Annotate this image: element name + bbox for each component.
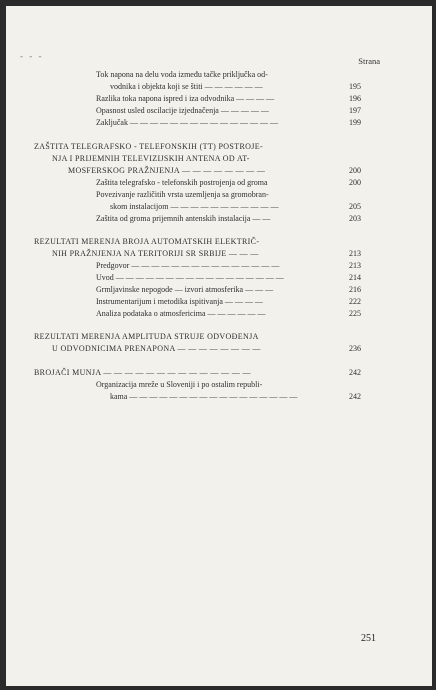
- toc-page: 195: [349, 82, 361, 91]
- toc-page: 200: [349, 178, 361, 187]
- toc-entry: Zaštita telegrafsko - telefonskih postrojenja od groma: [96, 178, 268, 187]
- page-number: 251: [361, 633, 376, 644]
- toc-entry: Razlika toka napona ispred i iza odvodnika — — — —: [96, 94, 275, 103]
- toc-entry: vodnika i objekta koji se štiti — — — — — —: [110, 82, 263, 91]
- toc-entry: Organizacija mreže u Sloveniji i po ostalim republi-: [96, 380, 263, 389]
- toc-page: 199: [349, 118, 361, 127]
- toc-entry: kama — — — — — — — — — — — — — — — — —: [110, 392, 298, 401]
- toc-page: 200: [349, 166, 361, 175]
- toc-entry: Predgovor — — — — — — — — — — — — — — —: [96, 261, 280, 270]
- toc-page: 216: [349, 285, 361, 294]
- toc-section-heading: U ODVODNICIMA PRENAPONA — — — — — — — —: [52, 344, 261, 353]
- toc-entry: Opasnost usled oscilacije izjednačenja — — — — —: [96, 106, 269, 115]
- toc-entry: Zaključak — — — — — — — — — — — — — — —: [96, 118, 278, 127]
- toc-entry: skom instalacijom — — — — — — — — — — —: [110, 202, 279, 211]
- toc-page: 213: [349, 249, 361, 258]
- toc-page: 214: [349, 273, 361, 282]
- toc-section-heading: REZULTATI MERENJA BROJA AUTOMATSKIH ELEKTRIČ-: [34, 237, 260, 246]
- toc-page: 197: [349, 106, 361, 115]
- header-mark: - - -: [20, 51, 44, 61]
- toc-entry: Grmljavinske nepogode — izvori atmosferika — — —: [96, 285, 274, 294]
- toc-section-heading: NIH PRAŽNJENJA NA TERITORIJI SR SRBIJE — — —: [52, 249, 259, 258]
- toc-section-heading: ZAŠTITA TELEGRAFSKO - TELEFONSKIH (TT) POSTROJE-: [34, 142, 263, 151]
- toc-entry: Uvod — — — — — — — — — — — — — — — — —: [96, 273, 284, 282]
- toc-page: 242: [349, 392, 361, 401]
- toc-entry: Analiza podataka o atmosfericima — — — — — —: [96, 309, 266, 318]
- toc-entry: Zaštita od groma prijemnih antenskih instalacija — —: [96, 214, 271, 223]
- toc-page: 236: [349, 344, 361, 353]
- toc-section-heading: NJA I PRIJEMNIH TELEVIZIJSKIH ANTENA OD AT-: [52, 154, 250, 163]
- toc-page: 222: [349, 297, 361, 306]
- toc-page: 225: [349, 309, 361, 318]
- toc-section-heading: BROJAČI MUNJA — — — — — — — — — — — — — —: [34, 368, 251, 377]
- toc-entry: Tok napona na delu voda između tačke priključka od-: [96, 70, 268, 79]
- toc-page: 203: [349, 214, 361, 223]
- toc-section-heading: REZULTATI MERENJA AMPLITUDA STRUJE ODVOĐENJA: [34, 332, 259, 341]
- toc-page: 196: [349, 94, 361, 103]
- toc-section-heading: MOSFERSKOG PRAŽNJENJA — — — — — — — —: [68, 166, 266, 175]
- toc-page: 213: [349, 261, 361, 270]
- book-page: [6, 6, 432, 686]
- page-column-label: Strana: [358, 56, 380, 66]
- toc-page: 242: [349, 368, 361, 377]
- toc-entry: Povezivanje različitih vrsta uzemljenja sa gromobran-: [96, 190, 269, 199]
- toc-entry: Instrumentarijum i metodika ispitivanja — — — —: [96, 297, 263, 306]
- toc-page: 205: [349, 202, 361, 211]
